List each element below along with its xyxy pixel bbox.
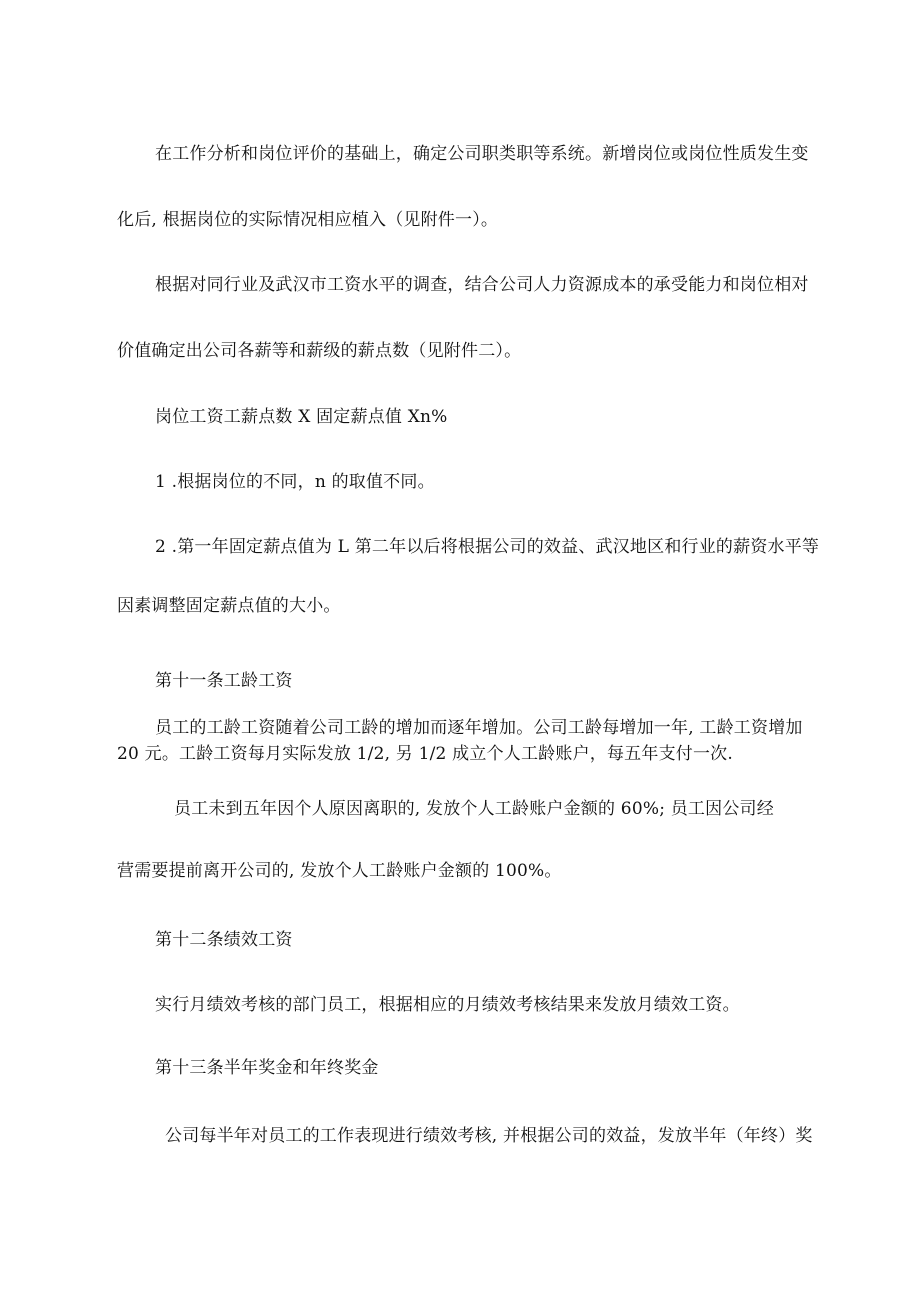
paragraph-line: 化后, 根据岗位的实际情况相应植入（见附件一）。 — [117, 210, 499, 230]
paragraph-line: 员工未到五年因个人原因离职的, 发放个人工龄账户金额的 60%; 员工因公司经 — [174, 799, 774, 819]
paragraph-line: 在工作分析和岗位评价的基础上，确定公司职类职等系统。新增岗位或岗位性质发生变 — [155, 144, 809, 164]
paragraph-line: 公司每半年对员工的工作表现进行绩效考核, 并根据公司的效益，发放半年（年终）奖 — [165, 1126, 813, 1146]
list-item: 1 .根据岗位的不同，n 的取值不同。 — [155, 472, 435, 492]
paragraph-line: 价值确定出公司各薪等和薪级的薪点数（见附件二）。 — [117, 341, 522, 361]
paragraph-line: 根据对同行业及武汉市工资水平的调查，结合公司人力资源成本的承受能力和岗位相对 — [155, 275, 809, 295]
section-heading: 第十二条绩效工资 — [155, 930, 293, 950]
paragraph-line: 因素调整固定薪点值的大小。 — [117, 596, 341, 616]
formula-line: 岗位工资工薪点数 X 固定薪点值 Xn% — [155, 407, 448, 427]
paragraph-line: 营需要提前离开公司的, 发放个人工龄账户金额的 100%。 — [117, 861, 562, 881]
paragraph-line: 实行月绩效考核的部门员工，根据相应的月绩效考核结果来发放月绩效工资。 — [155, 995, 740, 1015]
list-item: 2 .第一年固定薪点值为 L 第二年以后将根据公司的效益、武汉地区和行业的薪资水平等 — [155, 537, 820, 557]
section-heading: 第十一条工龄工资 — [155, 671, 293, 691]
section-heading: 第十三条半年奖金和年终奖金 — [155, 1058, 379, 1078]
paragraph-line: 20 元。工龄工资每月实际发放 1/2, 另 1/2 成立个人工龄账户，每五年支付一次. — [117, 744, 733, 764]
paragraph-line: 员工的工龄工资随着公司工龄的增加而逐年增加。公司工龄每增加一年, 工龄工资增加 — [155, 718, 803, 738]
